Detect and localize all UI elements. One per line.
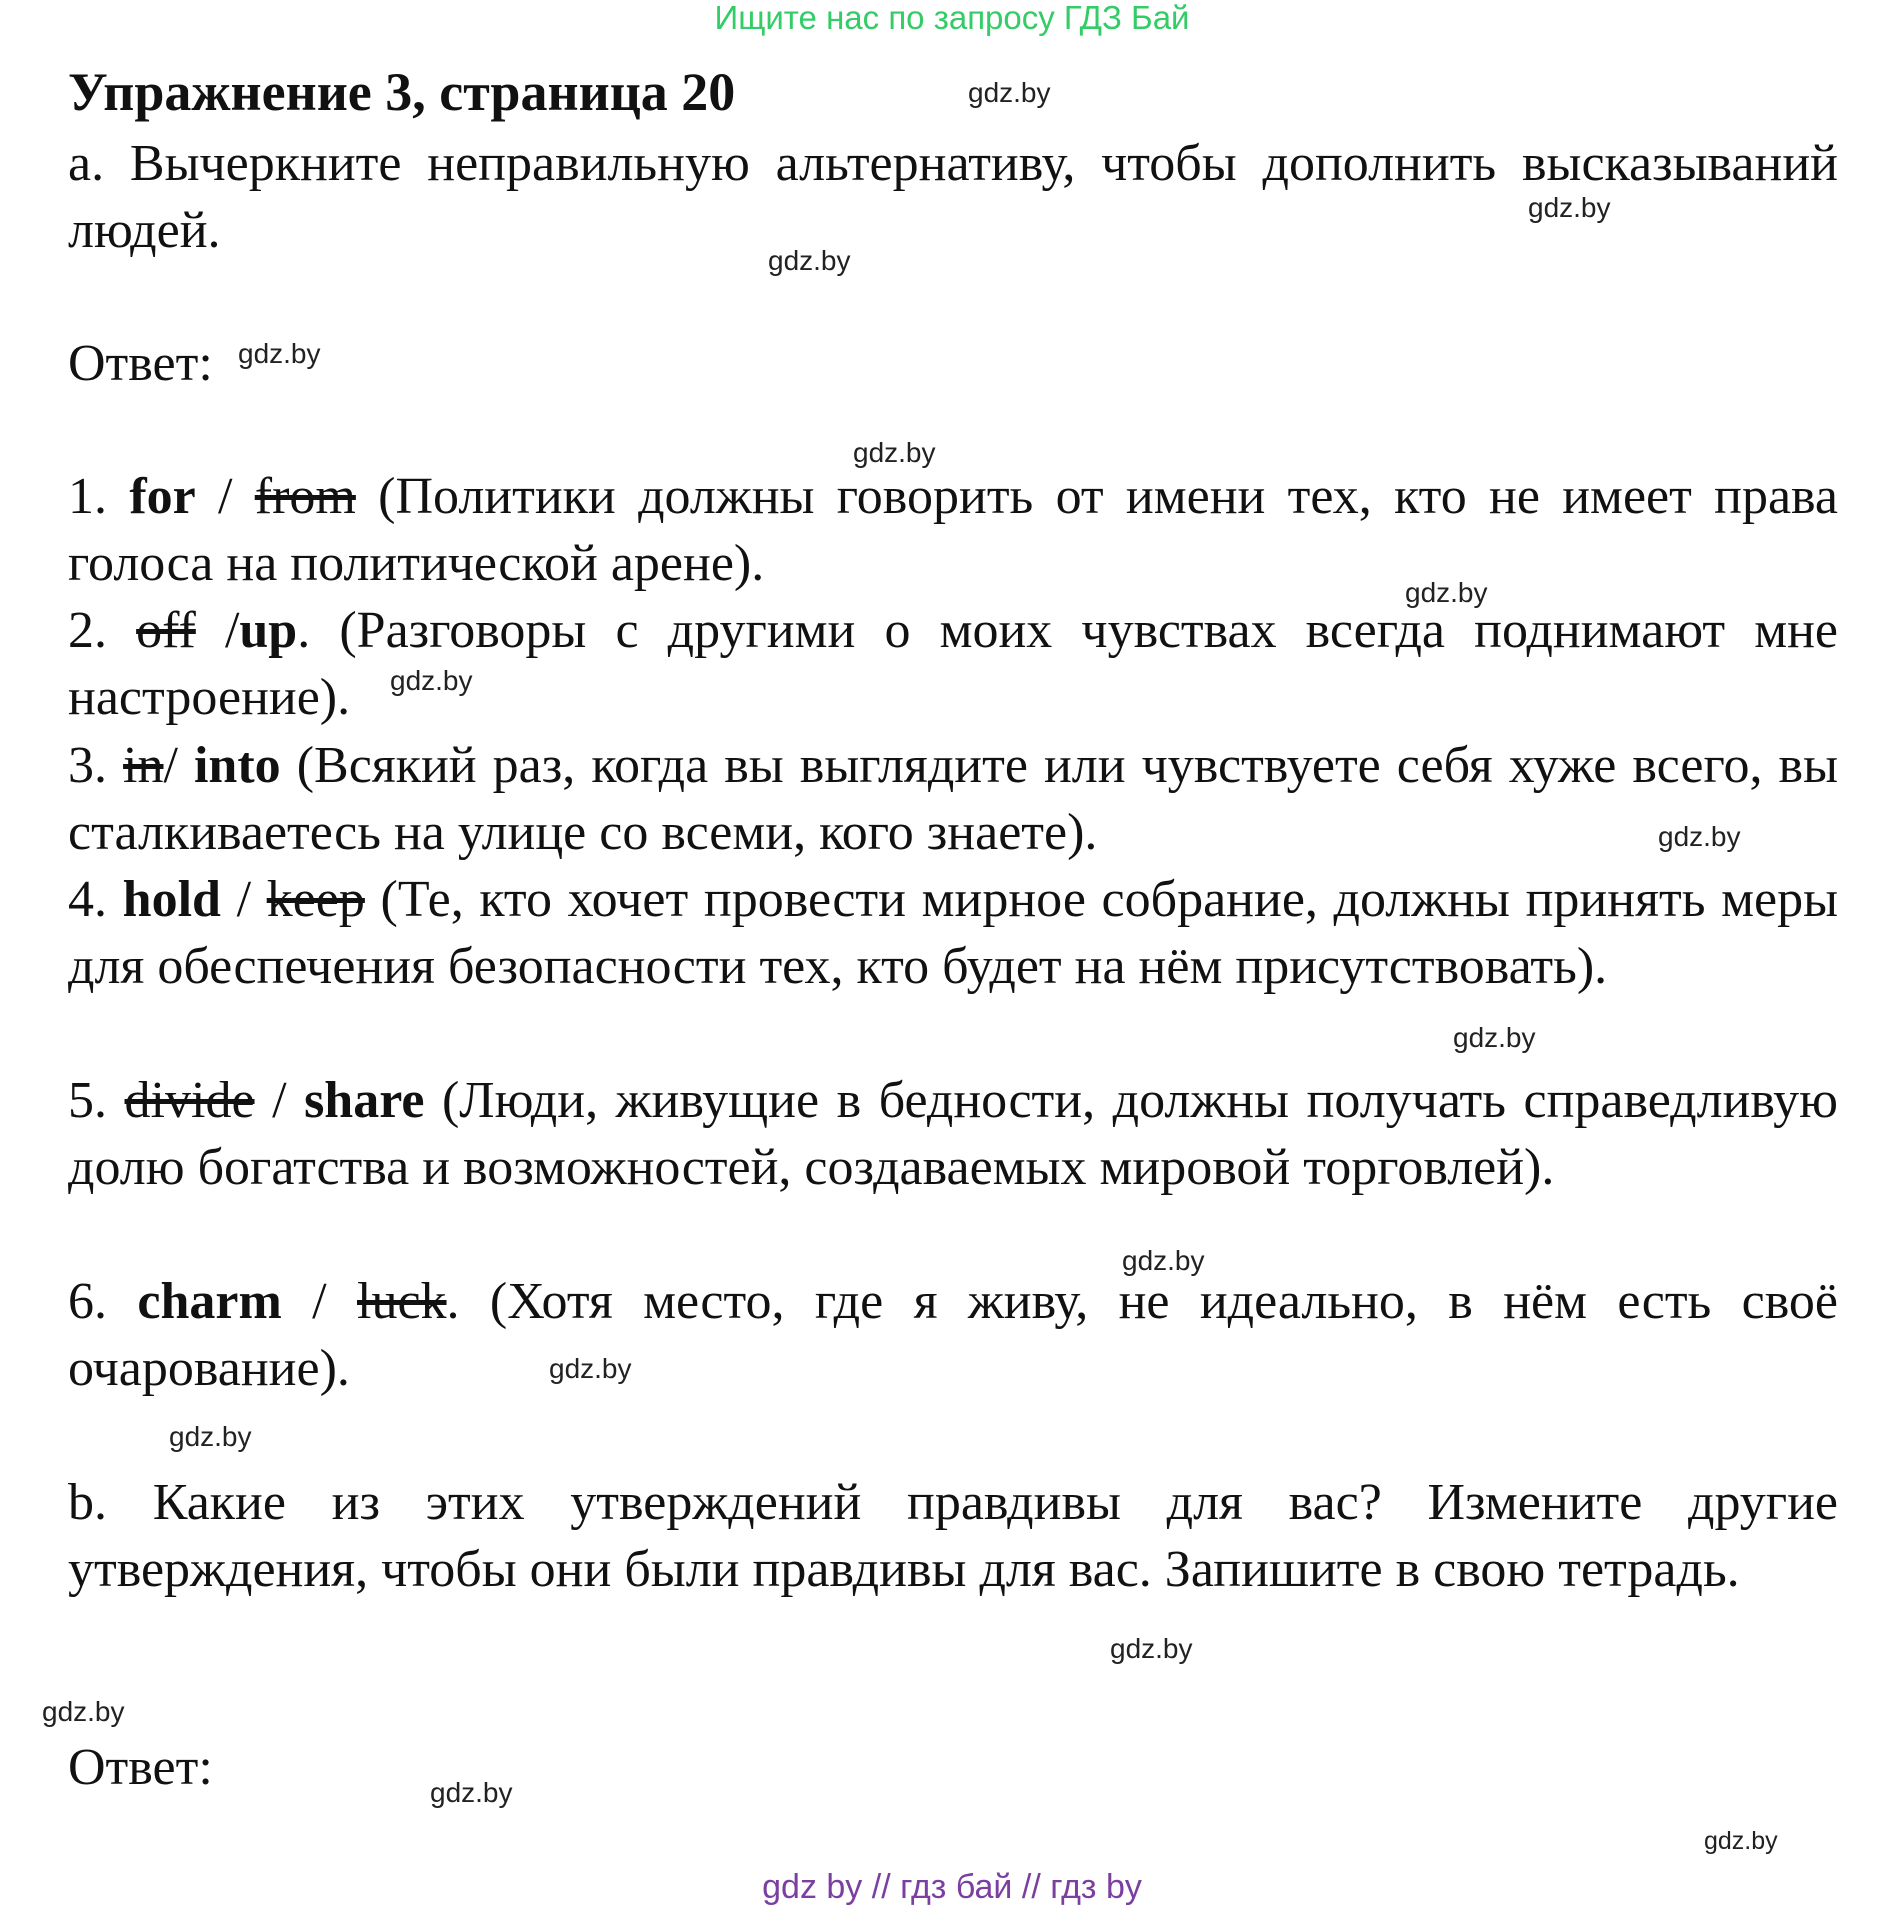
- answer-item-4: [68, 866, 1838, 1000]
- crossed-out-option: divide: [124, 1072, 255, 1129]
- task-b-text: b. Какие из этих утверждений правдивы для вас? Измените другие утверждения, чтобы они были правдивы для вас. Запишите в свою тетрадь.: [68, 1474, 1838, 1598]
- answer-item-2: [68, 597, 1838, 731]
- option-separator: /: [195, 468, 255, 525]
- task-a-text: a. Вычеркните неправильную альтернативу, чтобы дополнить высказываний людей.: [68, 135, 1838, 259]
- correct-option: charm: [137, 1273, 282, 1330]
- correct-option: for: [129, 468, 196, 525]
- answer-item-5: [68, 1067, 1838, 1201]
- watermark: gdz.by: [549, 1353, 632, 1384]
- watermark: gdz.by: [42, 1696, 125, 1727]
- watermark: gdz.by: [1122, 1245, 1205, 1276]
- option-separator: /: [254, 1072, 305, 1129]
- option-separator: /: [220, 871, 267, 928]
- watermark: gdz.by: [1528, 192, 1611, 223]
- watermark: gdz.by: [1405, 577, 1488, 608]
- correct-option: hold: [122, 871, 221, 928]
- correct-option: into: [193, 737, 281, 794]
- watermark: gdz.by: [169, 1421, 252, 1452]
- option-separator: /: [195, 602, 240, 659]
- watermark: gdz.by: [1453, 1022, 1536, 1053]
- crossed-out-option: in: [123, 737, 164, 794]
- item-number: 5.: [68, 1072, 107, 1129]
- watermark: gdz.by: [430, 1777, 513, 1808]
- crossed-out-option: luck: [357, 1273, 447, 1330]
- watermark: gdz.by: [1704, 1827, 1778, 1855]
- crossed-out-option: off: [136, 602, 196, 659]
- answer-item-6: [68, 1268, 1838, 1402]
- correct-option: up: [239, 602, 298, 659]
- crossed-out-option: from: [254, 468, 356, 525]
- watermark: gdz.by: [968, 77, 1051, 108]
- item-translation: (Всякий раз, когда вы выглядите или чувствуете себя хуже всего, вы сталкиваетесь на улице со всеми, кого знаете).: [68, 737, 1839, 861]
- item-translation: . (Разговоры с другими о моих чувствах всегда поднимают мне настроение).: [68, 602, 1839, 726]
- answer-label-b: Ответ:: [68, 1739, 213, 1796]
- option-separator: /: [163, 737, 194, 794]
- page-title: Упражнение 3, страница 20: [68, 62, 736, 122]
- answer-item-1: [68, 463, 1838, 597]
- watermark: gdz.by: [768, 245, 851, 276]
- item-number: 1.: [68, 468, 107, 525]
- item-number: 6.: [68, 1273, 107, 1330]
- item-translation: (Политики должны говорить от имени тех, кто не имеет права голоса на политической арене).: [68, 468, 1838, 592]
- item-number: 2.: [68, 602, 107, 659]
- item-translation: . (Хотя место, где я живу, не идеально, в нём есть своё очарование).: [68, 1273, 1839, 1397]
- item-translation: (Люди, живущие в бедности, должны получать справедливую долю богатства и возможностей, создаваемых мировой торговлей).: [68, 1072, 1839, 1196]
- footer-links: gdz by // гдз бай // гдз by: [762, 1868, 1142, 1906]
- correct-option: share: [304, 1072, 425, 1129]
- option-separator: /: [281, 1273, 357, 1330]
- item-translation: (Те, кто хочет провести мирное собрание, должны принять меры для обеспечения безопасности тех, кто будет на нём присутствовать).: [68, 871, 1839, 995]
- answer-label-a: Ответ:: [68, 335, 213, 392]
- top-banner: Ищите нас по запросу ГДЗ Бай: [714, 0, 1190, 36]
- watermark: gdz.by: [390, 665, 473, 696]
- item-number: 3.: [68, 737, 107, 794]
- watermark: gdz.by: [1110, 1633, 1193, 1664]
- watermark: gdz.by: [1658, 821, 1741, 852]
- answer-item-3: [68, 732, 1838, 866]
- crossed-out-option: keep: [266, 871, 365, 928]
- item-number: 4.: [68, 871, 107, 928]
- watermark: gdz.by: [238, 338, 321, 369]
- watermark: gdz.by: [853, 437, 936, 468]
